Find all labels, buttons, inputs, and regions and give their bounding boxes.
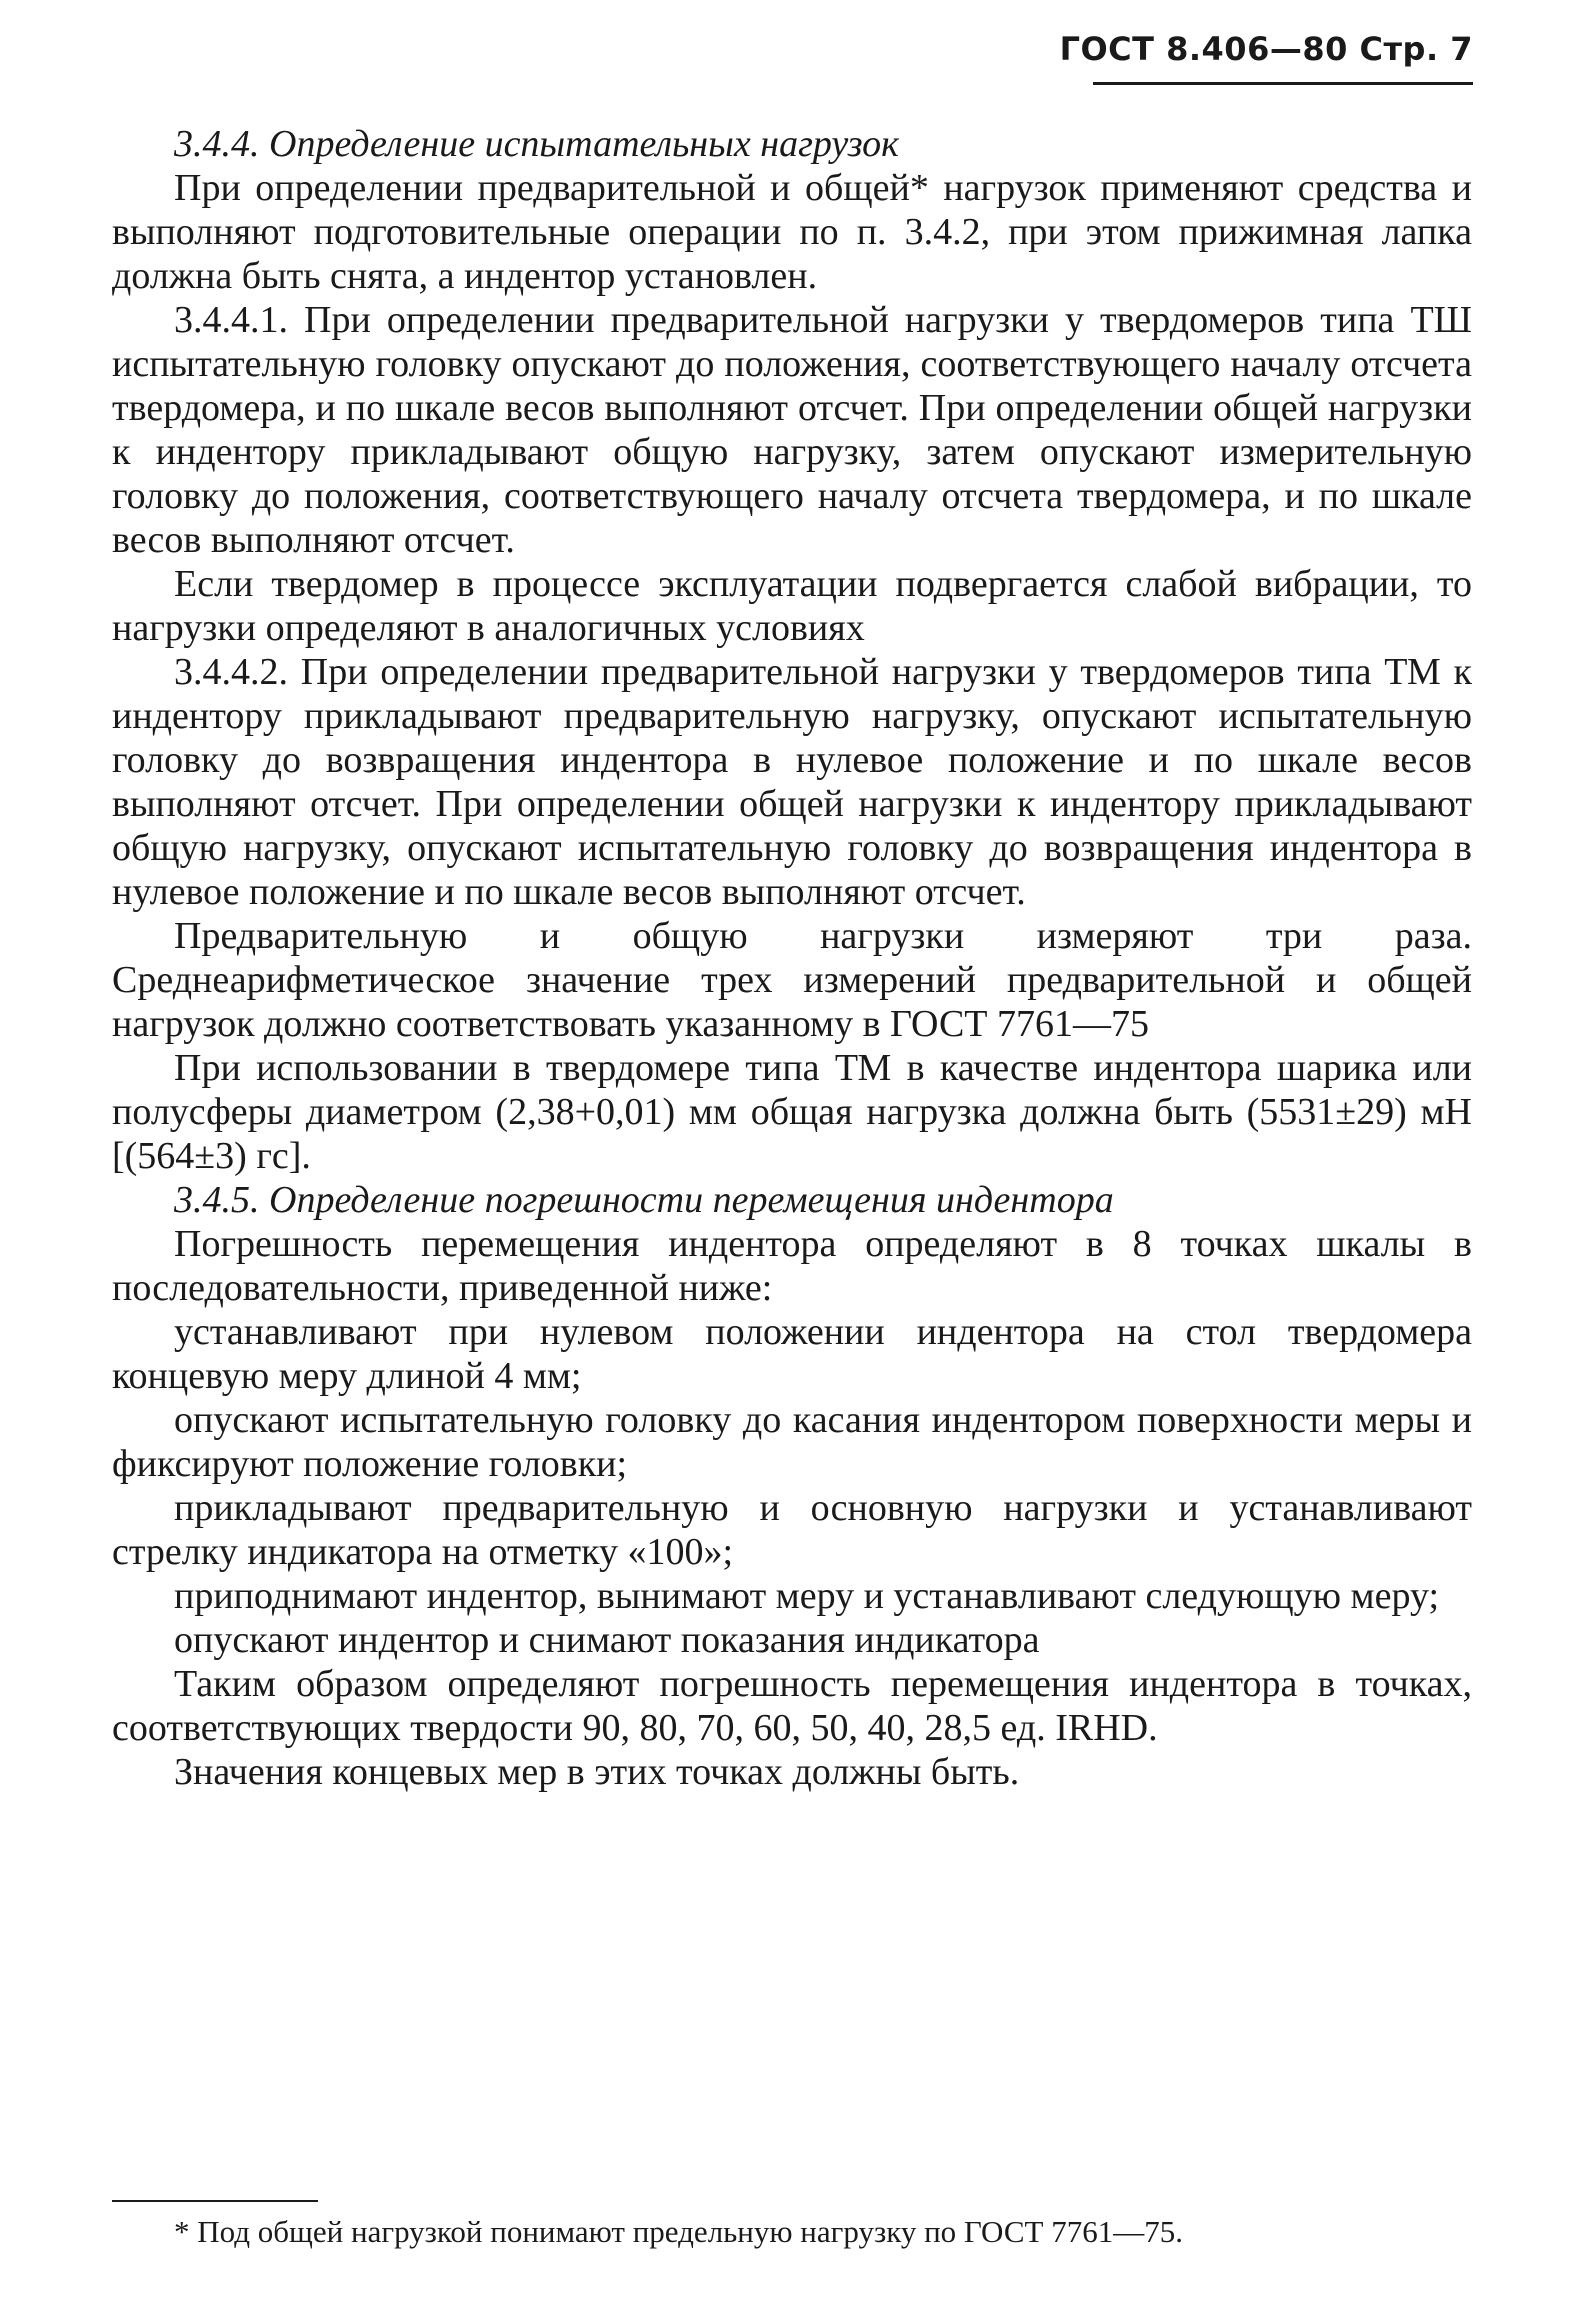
list-step: опускают испытательную головку до касания индентором поверхности меры и фиксируют положение головки; [112, 1399, 1472, 1485]
list-step: прикладывают предварительную и основную нагрузки и устанавливают стрелку индикатора на отметку «100»; [112, 1487, 1472, 1573]
paragraph: Если твердомер в процессе эксплуатации подвергается слабой вибрации, то нагрузки определяют в аналогичных условиях [112, 563, 1472, 649]
paragraph: Таким образом определяют погрешность перемещения индентора в точках, соответствующих твердости 90, 80, 70, 60, 50, 40, 28,5 ед. IRHD. [112, 1663, 1472, 1749]
section-heading-3-4-4: 3.4.4. Определение испытательных нагрузок [174, 123, 899, 165]
paragraph: Предварительную и общую нагрузки измеряют три раза. Среднеарифметическое значение трех измерений предварительной и общей нагрузок должно соответствовать указанному в ГОСТ 7761—75 [112, 915, 1472, 1045]
paragraph: Значения концевых мер в этих точках должны быть. [174, 1751, 1020, 1793]
list-step: опускают индентор и снимают показания индикатора [174, 1619, 1040, 1661]
page-header [1060, 30, 1473, 85]
paragraph: При использовании в твердомере типа ТМ в качестве индентора шарика или полусферы диаметром (2,38+0,01) мм общая нагрузка должна быть (5531±29) мН [(564±3) гс]. [112, 1047, 1472, 1177]
running-header: ГОСТ 8.406—80 Стр. 7 [1059, 30, 1473, 68]
footnote-rule [112, 2200, 318, 2202]
body-text [112, 122, 1472, 1794]
paragraph: При определении предварительной и общей* нагрузок применяют средства и выполняют подготовительные операции по п. 3.4.2, при этом прижимная лапка должна быть снята, а индентор установлен. [112, 167, 1472, 297]
footnote: * Под общей нагрузкой понимают предельную нагрузку по ГОСТ 7761—75. [174, 2214, 1183, 2249]
paragraph: 3.4.4.1. При определении предварительной нагрузки у твердомеров типа ТШ испытательную головку опускают до положения, соответствующего началу отсчета твердомера, и по шкале весов выполняют отсчет. При определении общей нагрузки к индентору прикладывают общую нагрузку, затем опускают измерительную головку до положения, соответствующего началу отсчета твердомера, и по шкале весов выполняют отсчет. [112, 299, 1472, 561]
paragraph: Погрешность перемещения индентора определяют в 8 точках шкалы в последовательности, приведенной ниже: [112, 1223, 1472, 1309]
paragraph: 3.4.4.2. При определении предварительной нагрузки у твердомеров типа ТМ к индентору прикладывают предварительную нагрузку, опускают испытательную головку до возвращения индентора в нулевое положение и по шкале весов выполняют отсчет. При определении общей нагрузки к индентору прикладывают общую нагрузку, опускают испытательную головку до возвращения индентора в нулевое положение и по шкале весов выполняют отсчет. [112, 651, 1472, 913]
list-step: приподнимают индентор, вынимают меру и устанавливают следующую меру; [174, 1575, 1440, 1617]
header-rule [1093, 82, 1473, 85]
section-heading-3-4-5: 3.4.5. Определение погрешности перемещения индентора [174, 1179, 1114, 1221]
list-step: устанавливают при нулевом положении индентора на стол твердомера концевую меру длиной 4 мм; [112, 1311, 1472, 1397]
